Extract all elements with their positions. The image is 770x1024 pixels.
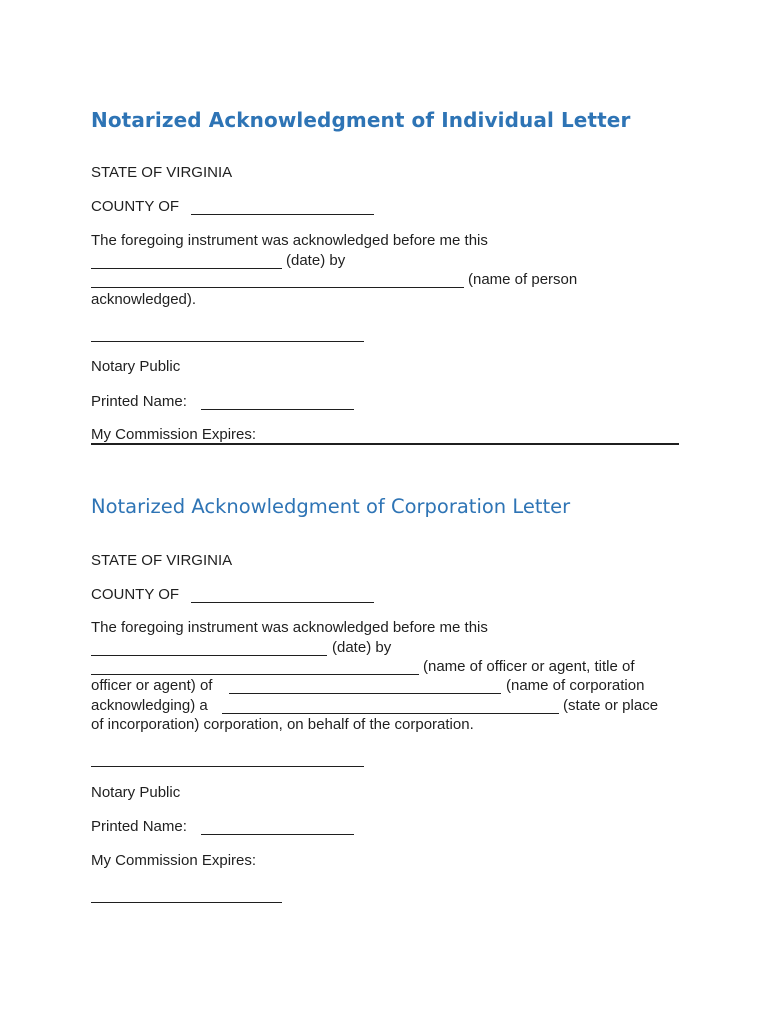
section2-state-blank[interactable]: [222, 713, 559, 714]
section1-person-blank[interactable]: [91, 287, 464, 288]
section2-acknowledging-a: acknowledging) a: [91, 697, 208, 714]
section2-officer-blank[interactable]: [91, 674, 419, 675]
section2-county-label: COUNTY OF: [91, 586, 180, 603]
section2-county-blank[interactable]: [191, 602, 374, 603]
section2-corporation-blank[interactable]: [229, 693, 501, 694]
section2-officer-of: officer or agent) of: [91, 677, 213, 694]
section1-county-blank[interactable]: [191, 214, 374, 215]
section2-officer-label: (name of officer or agent, title of: [423, 658, 635, 675]
section2-corporation-label: (name of corporation: [506, 677, 645, 694]
section2-commission: My Commission Expires:: [91, 852, 257, 869]
section1-line1: The foregoing instrument was acknowledged before me this: [91, 232, 488, 249]
section1-commission: My Commission Expires:: [91, 426, 257, 443]
section2-commission-blank[interactable]: [91, 902, 282, 903]
section1-heading: Notarized Acknowledgment of Individual Letter: [91, 108, 631, 132]
section1-date-label: (date) by: [286, 252, 346, 269]
section1-date-blank[interactable]: [91, 268, 282, 269]
section2-heading: Notarized Acknowledgment of Corporation Letter: [91, 495, 571, 518]
section1-person-label: (name of person: [468, 271, 578, 288]
section1-signature-line[interactable]: [91, 341, 364, 342]
section2-notary: Notary Public: [91, 784, 181, 801]
section2-state-label: (state or place: [563, 697, 659, 714]
section2-date-label: (date) by: [332, 639, 392, 656]
section1-line4: acknowledged).: [91, 291, 197, 308]
section2-printed-name-blank[interactable]: [201, 834, 354, 835]
section1-printed-name-label: Printed Name:: [91, 393, 187, 410]
section1-county-label: COUNTY OF: [91, 198, 180, 215]
section2-state: STATE OF VIRGINIA: [91, 552, 233, 569]
section1-notary: Notary Public: [91, 358, 181, 375]
section-divider: [91, 443, 679, 445]
section1-printed-name-blank[interactable]: [201, 409, 354, 410]
section2-date-blank[interactable]: [91, 655, 327, 656]
section2-signature-line[interactable]: [91, 766, 364, 767]
section2-line6: of incorporation) corporation, on behalf of the corporation.: [91, 716, 474, 733]
section2-line1: The foregoing instrument was acknowledged before me this: [91, 619, 488, 636]
section2-printed-name-label: Printed Name:: [91, 818, 187, 835]
section1-state: STATE OF VIRGINIA: [91, 164, 233, 181]
